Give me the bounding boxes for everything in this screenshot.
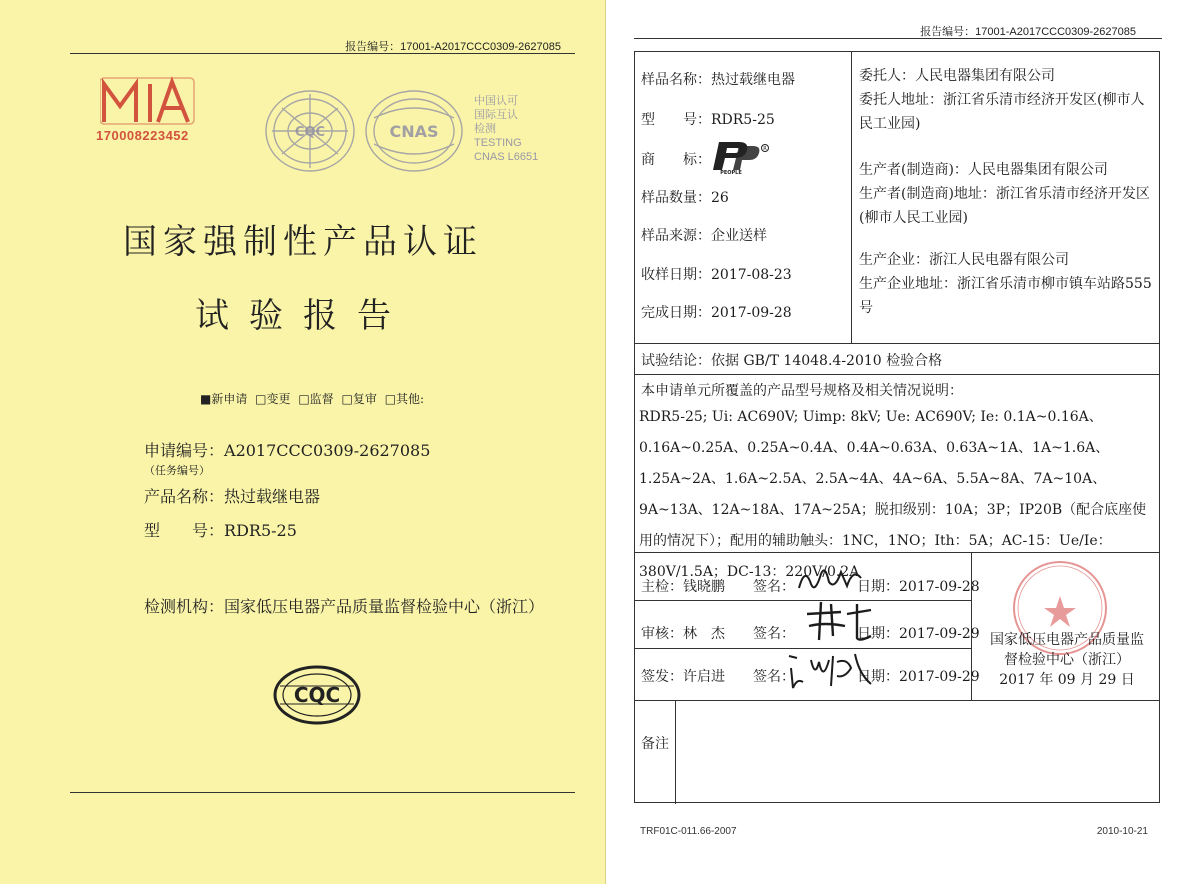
manufacturer-name: 生产者(制造商)：人民电器集团有限公司 <box>859 162 1108 178</box>
cnas-seal <box>362 88 466 178</box>
product-name-field <box>144 484 320 507</box>
issuer-date <box>857 666 980 686</box>
type-review: □复审 <box>341 392 377 406</box>
form-date: 2010-10-21 <box>1096 826 1148 837</box>
factory-name: 生产企业：浙江人民电器有限公司 <box>859 252 1069 268</box>
date-label: 日期： <box>857 626 899 642</box>
cma-logo-icon <box>100 76 196 126</box>
scope-title: 本申请单元所覆盖的产品型号规格及相关情况说明： <box>641 383 963 399</box>
received-date-value: 2017-08-23 <box>711 267 792 283</box>
test-conclusion: 试验结论：依据 GB/T 14048.4-2010 检验合格 <box>641 353 943 369</box>
sample-source-value: 企业送样 <box>711 228 767 244</box>
model-label: 型 号： <box>641 112 711 128</box>
date-label: 日期： <box>857 579 899 595</box>
cqc-seal-icon <box>262 88 358 174</box>
cqc-seal <box>262 88 358 178</box>
type-supervision: □监督 <box>298 392 334 406</box>
factory-address: 生产企业地址：浙江省乐清市柳市镇车站路555号 <box>859 276 1152 316</box>
model-value: RDR5-25 <box>224 521 297 540</box>
application-number-value: A2017CCC0309-2627085 <box>224 441 431 460</box>
reviewer-role: 审核：林 杰 <box>641 626 725 642</box>
report-form <box>634 51 1160 803</box>
institution-label: 检测机构： <box>144 597 225 616</box>
sample-name-row <box>641 69 795 89</box>
client-address: 委托人地址：浙江省乐清市经济开发区(柳市人民工业园) <box>859 92 1145 132</box>
reviewer-row <box>641 623 725 643</box>
product-name-value: 热过载继电器 <box>224 487 321 506</box>
factory-block <box>859 248 1155 320</box>
sample-source-label: 样品来源： <box>641 228 711 244</box>
cnas-accreditation-text <box>474 94 538 164</box>
sample-source-row <box>641 225 767 245</box>
date-value: 2017-09-28 <box>899 579 980 595</box>
svg-text:R: R <box>763 146 767 152</box>
model-label: 型 号： <box>144 521 225 540</box>
sample-name-value: 热过载继电器 <box>711 72 795 88</box>
type-change: □变更 <box>255 392 291 406</box>
date-value: 2017-09-29 <box>899 669 980 685</box>
type-new-application: ■新申请 <box>200 392 248 406</box>
client-name: 委托人：人民电器集团有限公司 <box>859 68 1055 84</box>
cnas-line: 检测 <box>474 123 496 135</box>
trademark-label: 商 标： <box>641 152 711 168</box>
manufacturer-address: 生产者(制造商)地址：浙江省乐清市经济开发区(柳市人民工业园) <box>859 186 1150 226</box>
cnas-line: CNAS L6651 <box>474 151 539 163</box>
cover-top-rule <box>70 53 575 54</box>
report-number: 报告编号：17001-A2017CCC0309-2627085 <box>920 26 1136 38</box>
chief-inspector-date <box>857 576 980 596</box>
product-name-label: 产品名称： <box>144 487 225 506</box>
reviewer-sign-label: 签名： <box>753 626 795 642</box>
signature-chief-inspector <box>795 560 867 596</box>
type-other: □其他: <box>384 392 425 406</box>
completed-date-row <box>641 302 792 322</box>
cnas-line: 中国认可 <box>474 95 518 107</box>
brand-text: PEOPLE <box>720 170 742 174</box>
application-number-label: 申请编号： <box>144 441 225 460</box>
model-value: RDR5-25 <box>711 112 775 128</box>
chief-inspector-row <box>641 576 725 596</box>
date-value: 2017-09-29 <box>899 626 980 642</box>
cqc-logo <box>272 664 362 730</box>
cma-stamp <box>96 76 206 146</box>
report-type-checkboxes <box>200 390 428 407</box>
date-label: 日期： <box>857 669 899 685</box>
svg-text:CQC: CQC <box>293 683 341 707</box>
model-field <box>144 518 297 541</box>
cover-title-line2: 试验报告 <box>195 296 411 336</box>
issuer-row <box>641 666 725 686</box>
client-block <box>859 64 1155 136</box>
received-date-row <box>641 264 792 284</box>
people-logo-icon <box>709 140 771 174</box>
trademark-row <box>641 149 711 169</box>
svg-text:CNAS: CNAS <box>389 122 439 141</box>
form-code: TRF01C-011.66-2007 <box>640 826 737 837</box>
seal-org-line2: 督检验中心（浙江） <box>1004 652 1130 668</box>
svg-text:CQC: CQC <box>294 125 326 140</box>
sample-count-label: 样品数量： <box>641 190 711 206</box>
institution-value: 国家低压电器产品质量监督检验中心（浙江） <box>224 597 545 616</box>
scope-text: RDR5-25; Ui: AC690V; Uimp: 8kV; Ue: AC690V; Ie: 0.1A~0.16A、0.16A~0.25A、0.25A~0.4A、0.4A~0.63A、0.63A~1A、1A~1.6A、1.25A~2A、1.6A~2.5A、2.5A~4A、4A~6A、5.5A~8A、7A~10A、9A~13A、12A~18A、17A~25A；脱扣级别：10A；3P；IP20B（配合底座使用的情况下）；配用的辅助触头：1NC，1NO；Ith：5A；AC-15：Ue/Ie：380V/1.5A；DC-13：220V/0.2A <box>639 409 1147 580</box>
cma-number: 170008223452 <box>96 128 189 143</box>
sample-count-value: 26 <box>711 190 729 206</box>
report-page <box>606 0 1200 884</box>
issuer-role: 签发：许启进 <box>641 669 725 685</box>
signature-issuer <box>785 648 875 692</box>
manufacturer-block <box>859 158 1155 230</box>
cnas-line: TESTING <box>474 137 522 149</box>
issuer-sign-label: 签名： <box>753 669 795 685</box>
completed-date-label: 完成日期： <box>641 305 711 321</box>
chief-inspector-sign-label: 签名： <box>753 579 795 595</box>
seal-date: 2017 年 09 月 29 日 <box>999 672 1135 688</box>
cover-title-line1: 国家强制性产品认证 <box>123 222 483 262</box>
seal-org-line1: 国家低压电器产品质量监 <box>990 632 1144 648</box>
sample-name-label: 样品名称： <box>641 72 711 88</box>
remarks-label: 备注 <box>641 736 669 752</box>
application-number-field <box>144 438 430 461</box>
cnas-seal-icon <box>362 88 466 174</box>
task-number-label: （任务编号） <box>144 464 210 477</box>
cover-report-number: 报告编号：17001-A2017CCC0309-2627085 <box>345 41 561 53</box>
cnas-line: 国际互认 <box>474 109 518 121</box>
cqc-logo-icon <box>272 664 362 726</box>
model-row <box>641 109 775 129</box>
chief-inspector-role: 主检：钱晓鹏 <box>641 579 725 595</box>
people-brand-logo <box>709 140 771 178</box>
institution-field <box>144 594 544 617</box>
cover-bottom-rule <box>70 792 575 793</box>
received-date-label: 收样日期： <box>641 267 711 283</box>
report-top-rule <box>634 38 1162 39</box>
signature-reviewer <box>801 600 877 644</box>
completed-date-value: 2017-09-28 <box>711 305 792 321</box>
sample-count-row <box>641 187 729 207</box>
